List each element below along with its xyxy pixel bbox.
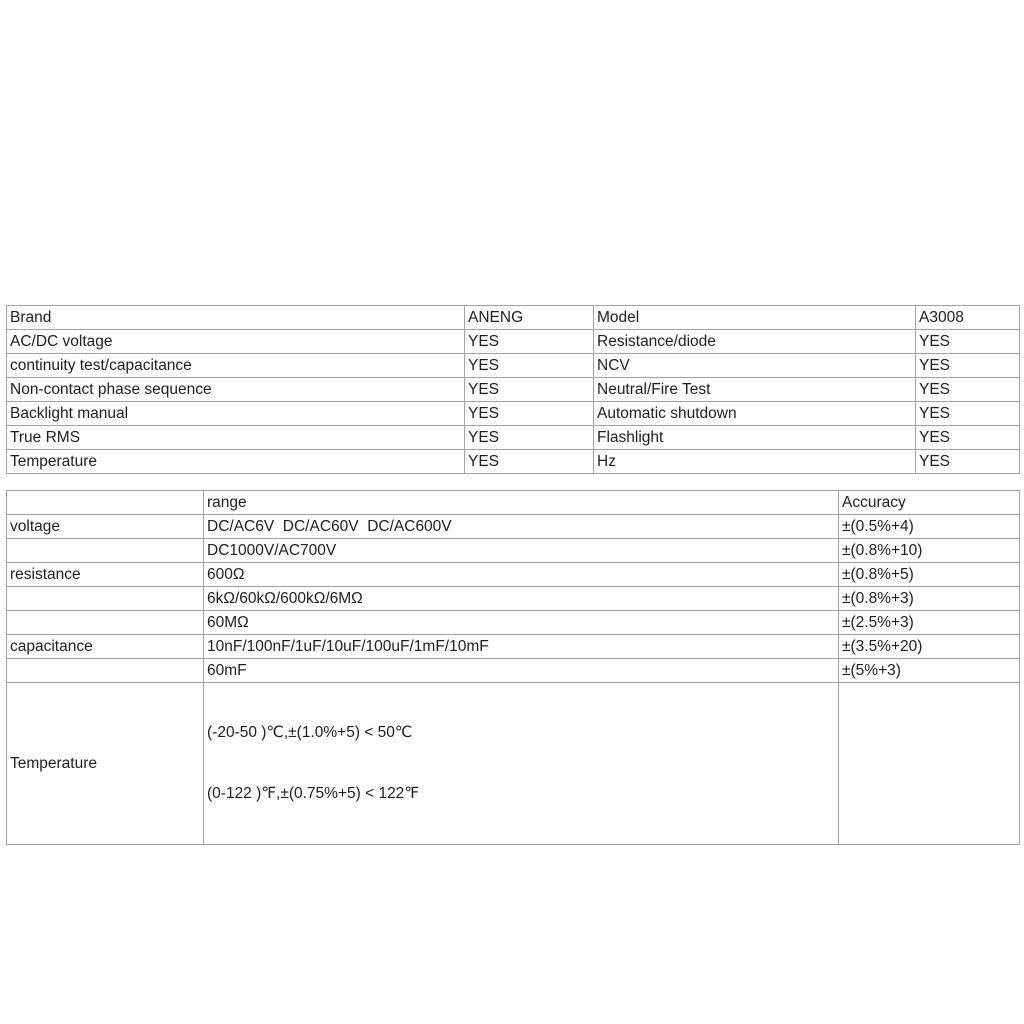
- spec-category-cell: resistance: [7, 563, 204, 587]
- spec-category-cell: [7, 587, 204, 611]
- features-table: [6, 305, 1020, 474]
- table-row: [7, 402, 1020, 426]
- spec-category-cell: Temperature: [7, 683, 204, 845]
- spec-category-cell: voltage: [7, 515, 204, 539]
- feature-name-cell: True RMS: [7, 426, 465, 450]
- feature-name-cell: Hz: [594, 450, 916, 474]
- feature-value-cell: YES: [916, 426, 1020, 450]
- feature-name-cell: Neutral/Fire Test: [594, 378, 916, 402]
- accuracy-cell: ±(5%+3): [839, 659, 1020, 683]
- feature-value-cell: YES: [465, 450, 594, 474]
- feature-name-cell: AC/DC voltage: [7, 330, 465, 354]
- table-row: [7, 659, 1020, 683]
- accuracy-cell: ±(2.5%+3): [839, 611, 1020, 635]
- spec-category-cell: [7, 659, 204, 683]
- range-cell: 6kΩ/60kΩ/600kΩ/6MΩ: [204, 587, 839, 611]
- accuracy-cell: ±(0.8%+5): [839, 563, 1020, 587]
- table-row: [7, 563, 1020, 587]
- accuracy-cell: ±(0.8%+10): [839, 539, 1020, 563]
- table-row: [7, 426, 1020, 450]
- feature-value-cell: YES: [465, 330, 594, 354]
- table-row: [7, 587, 1020, 611]
- table-row: [7, 611, 1020, 635]
- feature-name-cell: Brand: [7, 306, 465, 330]
- specs-table: [6, 490, 1020, 845]
- table-row: [7, 539, 1020, 563]
- range-cell: DC/AC6V DC/AC60V DC/AC600V: [204, 515, 839, 539]
- feature-name-cell: Flashlight: [594, 426, 916, 450]
- spec-category-cell: capacitance: [7, 635, 204, 659]
- feature-value-cell: YES: [916, 354, 1020, 378]
- feature-name-cell: Temperature: [7, 450, 465, 474]
- table-row: [7, 378, 1020, 402]
- range-cell: DC1000V/AC700V: [204, 539, 839, 563]
- feature-name-cell: NCV: [594, 354, 916, 378]
- accuracy-cell: ±(3.5%+20): [839, 635, 1020, 659]
- feature-value-cell: YES: [916, 330, 1020, 354]
- table-row: [7, 306, 1020, 330]
- feature-value-cell: YES: [916, 378, 1020, 402]
- table-row: [7, 450, 1020, 474]
- spec-category-cell: [7, 539, 204, 563]
- temperature-range-fahrenheit: (0-122 )℉,±(0.75%+5) < 122℉: [207, 784, 420, 802]
- spec-category-cell: [7, 491, 204, 515]
- range-cell: 10nF/100nF/1uF/10uF/100uF/1mF/10mF: [204, 635, 839, 659]
- table-row: [7, 635, 1020, 659]
- range-header-cell: range: [204, 491, 839, 515]
- table-row: [7, 330, 1020, 354]
- feature-name-cell: Resistance/diode: [594, 330, 916, 354]
- feature-name-cell: Non-contact phase sequence: [7, 378, 465, 402]
- feature-value-cell: YES: [465, 402, 594, 426]
- accuracy-cell: [839, 683, 1020, 845]
- feature-name-cell: Automatic shutdown: [594, 402, 916, 426]
- table-row: [7, 515, 1020, 539]
- accuracy-cell: ±(0.5%+4): [839, 515, 1020, 539]
- feature-name-cell: Model: [594, 306, 916, 330]
- table-row-temperature: [7, 683, 1020, 845]
- range-cell: [204, 683, 839, 845]
- range-cell: 60MΩ: [204, 611, 839, 635]
- range-cell: 600Ω: [204, 563, 839, 587]
- feature-name-cell: Backlight manual: [7, 402, 465, 426]
- feature-value-cell: YES: [916, 402, 1020, 426]
- feature-value-cell: YES: [465, 378, 594, 402]
- feature-value-cell: YES: [465, 426, 594, 450]
- accuracy-header-cell: Accuracy: [839, 491, 1020, 515]
- table-header-row: [7, 491, 1020, 515]
- feature-name-cell: continuity test/capacitance: [7, 354, 465, 378]
- table-row: [7, 354, 1020, 378]
- feature-value-cell: A3008: [916, 306, 1020, 330]
- feature-value-cell: ANENG: [465, 306, 594, 330]
- range-cell: 60mF: [204, 659, 839, 683]
- spec-category-cell: [7, 611, 204, 635]
- feature-value-cell: YES: [465, 354, 594, 378]
- accuracy-cell: ±(0.8%+3): [839, 587, 1020, 611]
- feature-value-cell: YES: [916, 450, 1020, 474]
- temperature-range-celsius: (-20-50 )℃,±(1.0%+5) < 50℃: [207, 723, 413, 741]
